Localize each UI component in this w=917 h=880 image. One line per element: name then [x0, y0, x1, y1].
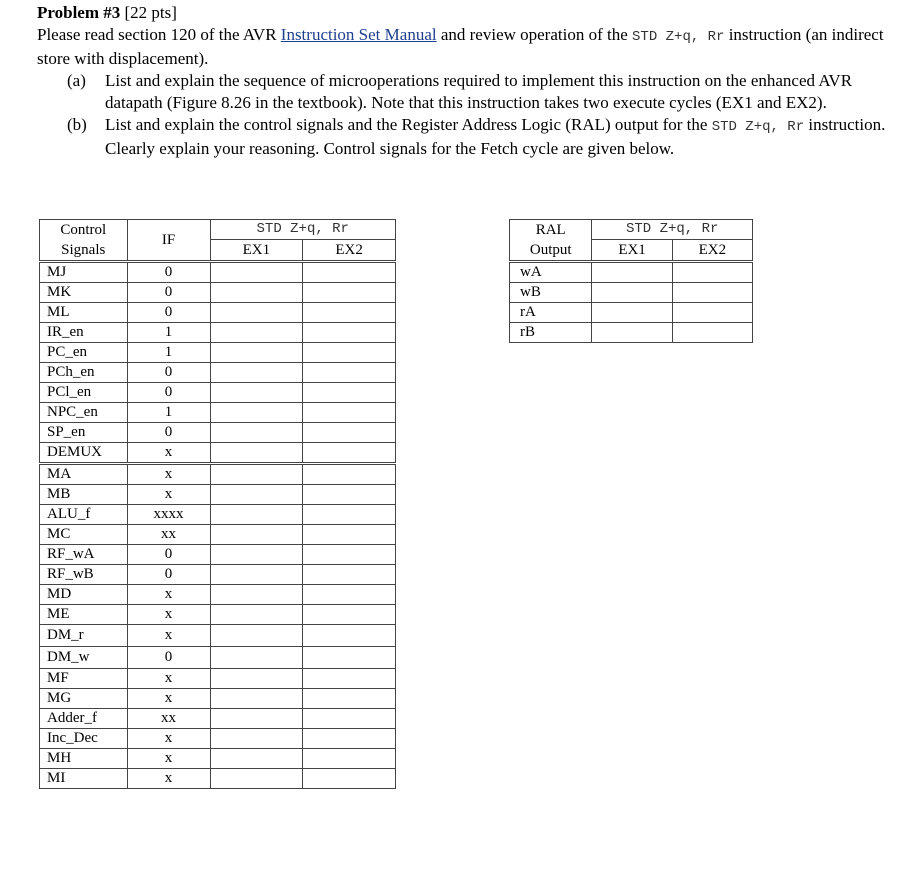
ex1-cell[interactable] — [210, 403, 303, 423]
ex1-cell[interactable] — [210, 323, 303, 343]
ral-ex2-header: EX2 — [672, 240, 752, 262]
signal-name: MF — [40, 669, 128, 689]
ral-ex2-cell[interactable] — [672, 262, 752, 283]
ral-row — [510, 323, 753, 343]
ral-signal-name: rB — [510, 323, 592, 343]
intro-text-end: instruction (an indirect store with displacement). — [37, 25, 884, 68]
control-signal-row — [40, 363, 396, 383]
ral-table-header-row1 — [510, 220, 753, 240]
if-value: x — [127, 443, 210, 464]
control-table-header-row1 — [40, 220, 396, 240]
ral-signal-name: wA — [510, 262, 592, 283]
if-header: IF — [127, 220, 210, 262]
ral-header-line1: RAL — [535, 222, 566, 238]
problem-number: Problem #3 — [37, 3, 121, 22]
control-signal-row — [40, 464, 396, 485]
control-signal-row — [40, 525, 396, 545]
ex2-cell[interactable] — [303, 689, 396, 709]
part-a-label: (a) — [67, 71, 86, 90]
signal-name: Inc_Dec — [40, 729, 128, 749]
ex2-cell[interactable] — [303, 729, 396, 749]
ex2-cell[interactable] — [303, 545, 396, 565]
control-signal-row — [40, 485, 396, 505]
control-signal-row — [40, 729, 396, 749]
control-signal-row — [40, 709, 396, 729]
signal-name: Adder_f — [40, 709, 128, 729]
ral-ex1-header: EX1 — [592, 240, 672, 262]
ex1-cell[interactable] — [210, 565, 303, 585]
ex1-cell[interactable] — [210, 669, 303, 689]
problem-intro — [37, 24, 917, 70]
signal-name: RF_wA — [40, 545, 128, 565]
ex2-cell[interactable] — [303, 383, 396, 403]
ex1-cell[interactable] — [210, 303, 303, 323]
if-value: 0 — [127, 383, 210, 403]
signal-name: MD — [40, 585, 128, 605]
ex1-cell[interactable] — [210, 262, 303, 283]
ex1-cell[interactable] — [210, 485, 303, 505]
ral-ex1-cell[interactable] — [592, 323, 672, 343]
ex1-cell[interactable] — [210, 505, 303, 525]
part-b-text — [105, 114, 905, 160]
signal-name: SP_en — [40, 423, 128, 443]
ex1-cell[interactable] — [210, 423, 303, 443]
if-value: 1 — [127, 343, 210, 363]
ex2-cell[interactable] — [303, 303, 396, 323]
control-signal-row — [40, 689, 396, 709]
ex2-header: EX2 — [303, 240, 396, 262]
part-b-label: (b) — [67, 115, 87, 134]
signal-name: MB — [40, 485, 128, 505]
if-value: x — [127, 729, 210, 749]
if-value: x — [127, 605, 210, 625]
ex1-cell[interactable] — [210, 545, 303, 565]
problem-points: [22 pts] — [124, 3, 177, 22]
ex1-cell[interactable] — [210, 383, 303, 403]
ex2-cell[interactable] — [303, 605, 396, 625]
ral-ex1-cell[interactable] — [592, 283, 672, 303]
ral-row — [510, 283, 753, 303]
ex1-header: EX1 — [210, 240, 303, 262]
control-signal-row — [40, 383, 396, 403]
ex2-cell[interactable] — [303, 262, 396, 283]
control-signal-row — [40, 283, 396, 303]
ex2-cell[interactable] — [303, 769, 396, 789]
ex2-cell[interactable] — [303, 625, 396, 647]
if-value: x — [127, 769, 210, 789]
ex1-cell[interactable] — [210, 709, 303, 729]
ral-signal-name: rA — [510, 303, 592, 323]
control-header-line1: Control — [60, 222, 107, 238]
if-value: x — [127, 485, 210, 505]
control-signal-row — [40, 303, 396, 323]
ex2-cell[interactable] — [303, 363, 396, 383]
ex2-cell[interactable] — [303, 464, 396, 485]
ex1-cell[interactable] — [210, 525, 303, 545]
part-b-text-end: instruction. Clearly explain your reasoning. Control signals for the Fetch cycle are given below. — [105, 115, 886, 158]
ex2-cell[interactable] — [303, 403, 396, 423]
control-signal-row — [40, 749, 396, 769]
ex2-cell[interactable] — [303, 565, 396, 585]
ex1-cell[interactable] — [210, 343, 303, 363]
signal-name: MA — [40, 464, 128, 485]
signal-name: MK — [40, 283, 128, 303]
ex2-cell[interactable] — [303, 485, 396, 505]
if-value: x — [127, 749, 210, 769]
part-a — [67, 70, 917, 114]
control-signals-header — [40, 220, 128, 262]
ral-ex2-cell[interactable] — [672, 323, 752, 343]
ex1-cell[interactable] — [210, 625, 303, 647]
control-header-line2: Signals — [61, 242, 106, 258]
ex1-cell[interactable] — [210, 443, 303, 464]
if-value: xx — [127, 709, 210, 729]
signal-name: DEMUX — [40, 443, 128, 464]
ex1-cell[interactable] — [210, 769, 303, 789]
instruction-code: STD Z+q, Rr — [632, 29, 725, 45]
control-signal-row — [40, 565, 396, 585]
ex2-cell[interactable] — [303, 525, 396, 545]
signal-name: MG — [40, 689, 128, 709]
if-value: 0 — [127, 647, 210, 669]
ex2-cell[interactable] — [303, 669, 396, 689]
ral-instruction-header: STD Z+q, Rr — [592, 220, 753, 240]
intro-text-middle: and review operation of the — [440, 25, 628, 44]
signal-name: PCl_en — [40, 383, 128, 403]
control-signal-row — [40, 605, 396, 625]
control-signal-row — [40, 505, 396, 525]
signal-name: RF_wB — [40, 565, 128, 585]
ral-row — [510, 303, 753, 323]
ex1-cell[interactable] — [210, 689, 303, 709]
signal-name: ML — [40, 303, 128, 323]
problem-statement — [37, 2, 917, 160]
ex1-cell[interactable] — [210, 749, 303, 769]
if-value: x — [127, 464, 210, 485]
ex1-cell[interactable] — [210, 647, 303, 669]
if-value: xxxx — [127, 505, 210, 525]
signal-name: DM_w — [40, 647, 128, 669]
part-b-text-start: List and explain the control signals and the Register Address Logic (RAL) output for the — [105, 115, 708, 134]
if-value: xx — [127, 525, 210, 545]
part-a-text: List and explain the sequence of microoperations required to implement this instruction on the enhanced AVR datapath (Figure 8.26 in the textbook). Note that this instruction takes two execute cycles (EX1 and EX2). — [105, 71, 853, 112]
ex2-cell[interactable] — [303, 443, 396, 464]
problem-title — [37, 2, 917, 24]
signal-name: MJ — [40, 262, 128, 283]
ral-ex2-cell[interactable] — [672, 283, 752, 303]
ral-output-table — [509, 219, 753, 343]
if-value: x — [127, 585, 210, 605]
control-signal-row — [40, 262, 396, 283]
control-signal-row — [40, 647, 396, 669]
ex2-cell[interactable] — [303, 647, 396, 669]
part-b-instruction-code: STD Z+q, Rr — [711, 119, 805, 135]
control-signal-row — [40, 669, 396, 689]
ex1-cell[interactable] — [210, 283, 303, 303]
ex2-cell[interactable] — [303, 585, 396, 605]
if-value: 0 — [127, 363, 210, 383]
signal-name: MH — [40, 749, 128, 769]
if-value: 0 — [127, 545, 210, 565]
ex2-cell[interactable] — [303, 323, 396, 343]
control-signal-row — [40, 343, 396, 363]
signal-name: ME — [40, 605, 128, 625]
control-signal-row — [40, 323, 396, 343]
ex2-cell[interactable] — [303, 709, 396, 729]
ex2-cell[interactable] — [303, 423, 396, 443]
if-value: 1 — [127, 403, 210, 423]
signal-name: MC — [40, 525, 128, 545]
ral-output-header — [510, 220, 592, 262]
control-signal-row — [40, 545, 396, 565]
if-value: 1 — [127, 323, 210, 343]
if-value: 0 — [127, 303, 210, 323]
control-signal-row — [40, 585, 396, 605]
if-value: 0 — [127, 262, 210, 283]
control-signal-row — [40, 625, 396, 647]
ex2-cell[interactable] — [303, 505, 396, 525]
ral-ex2-cell[interactable] — [672, 303, 752, 323]
signal-name: ALU_f — [40, 505, 128, 525]
ex1-cell[interactable] — [210, 585, 303, 605]
ral-signal-name: wB — [510, 283, 592, 303]
ex1-cell[interactable] — [210, 363, 303, 383]
ral-ex1-cell[interactable] — [592, 303, 672, 323]
signal-name: DM_r — [40, 625, 128, 647]
ex2-cell[interactable] — [303, 283, 396, 303]
signal-name: PCh_en — [40, 363, 128, 383]
control-signals-table — [39, 219, 396, 789]
if-value: 0 — [127, 423, 210, 443]
instruction-header: STD Z+q, Rr — [210, 220, 396, 240]
ral-row — [510, 262, 753, 283]
signal-name: NPC_en — [40, 403, 128, 423]
ex1-cell[interactable] — [210, 464, 303, 485]
intro-text-start: Please read section 120 of the AVR — [37, 25, 277, 44]
control-signal-row — [40, 443, 396, 464]
ex1-cell[interactable] — [210, 605, 303, 625]
if-value: x — [127, 625, 210, 647]
signal-name: PC_en — [40, 343, 128, 363]
ex1-cell[interactable] — [210, 729, 303, 749]
signal-name: IR_en — [40, 323, 128, 343]
ral-ex1-cell[interactable] — [592, 262, 672, 283]
if-value: 0 — [127, 283, 210, 303]
if-value: 0 — [127, 565, 210, 585]
ex2-cell[interactable] — [303, 749, 396, 769]
part-b — [67, 114, 917, 160]
if-value: x — [127, 689, 210, 709]
instruction-set-manual-link[interactable]: Instruction Set Manual — [280, 25, 437, 44]
ex2-cell[interactable] — [303, 343, 396, 363]
control-signal-row — [40, 769, 396, 789]
control-signal-row — [40, 423, 396, 443]
control-signal-row — [40, 403, 396, 423]
signal-name: MI — [40, 769, 128, 789]
if-value: x — [127, 669, 210, 689]
ral-header-line2: Output — [529, 242, 572, 258]
